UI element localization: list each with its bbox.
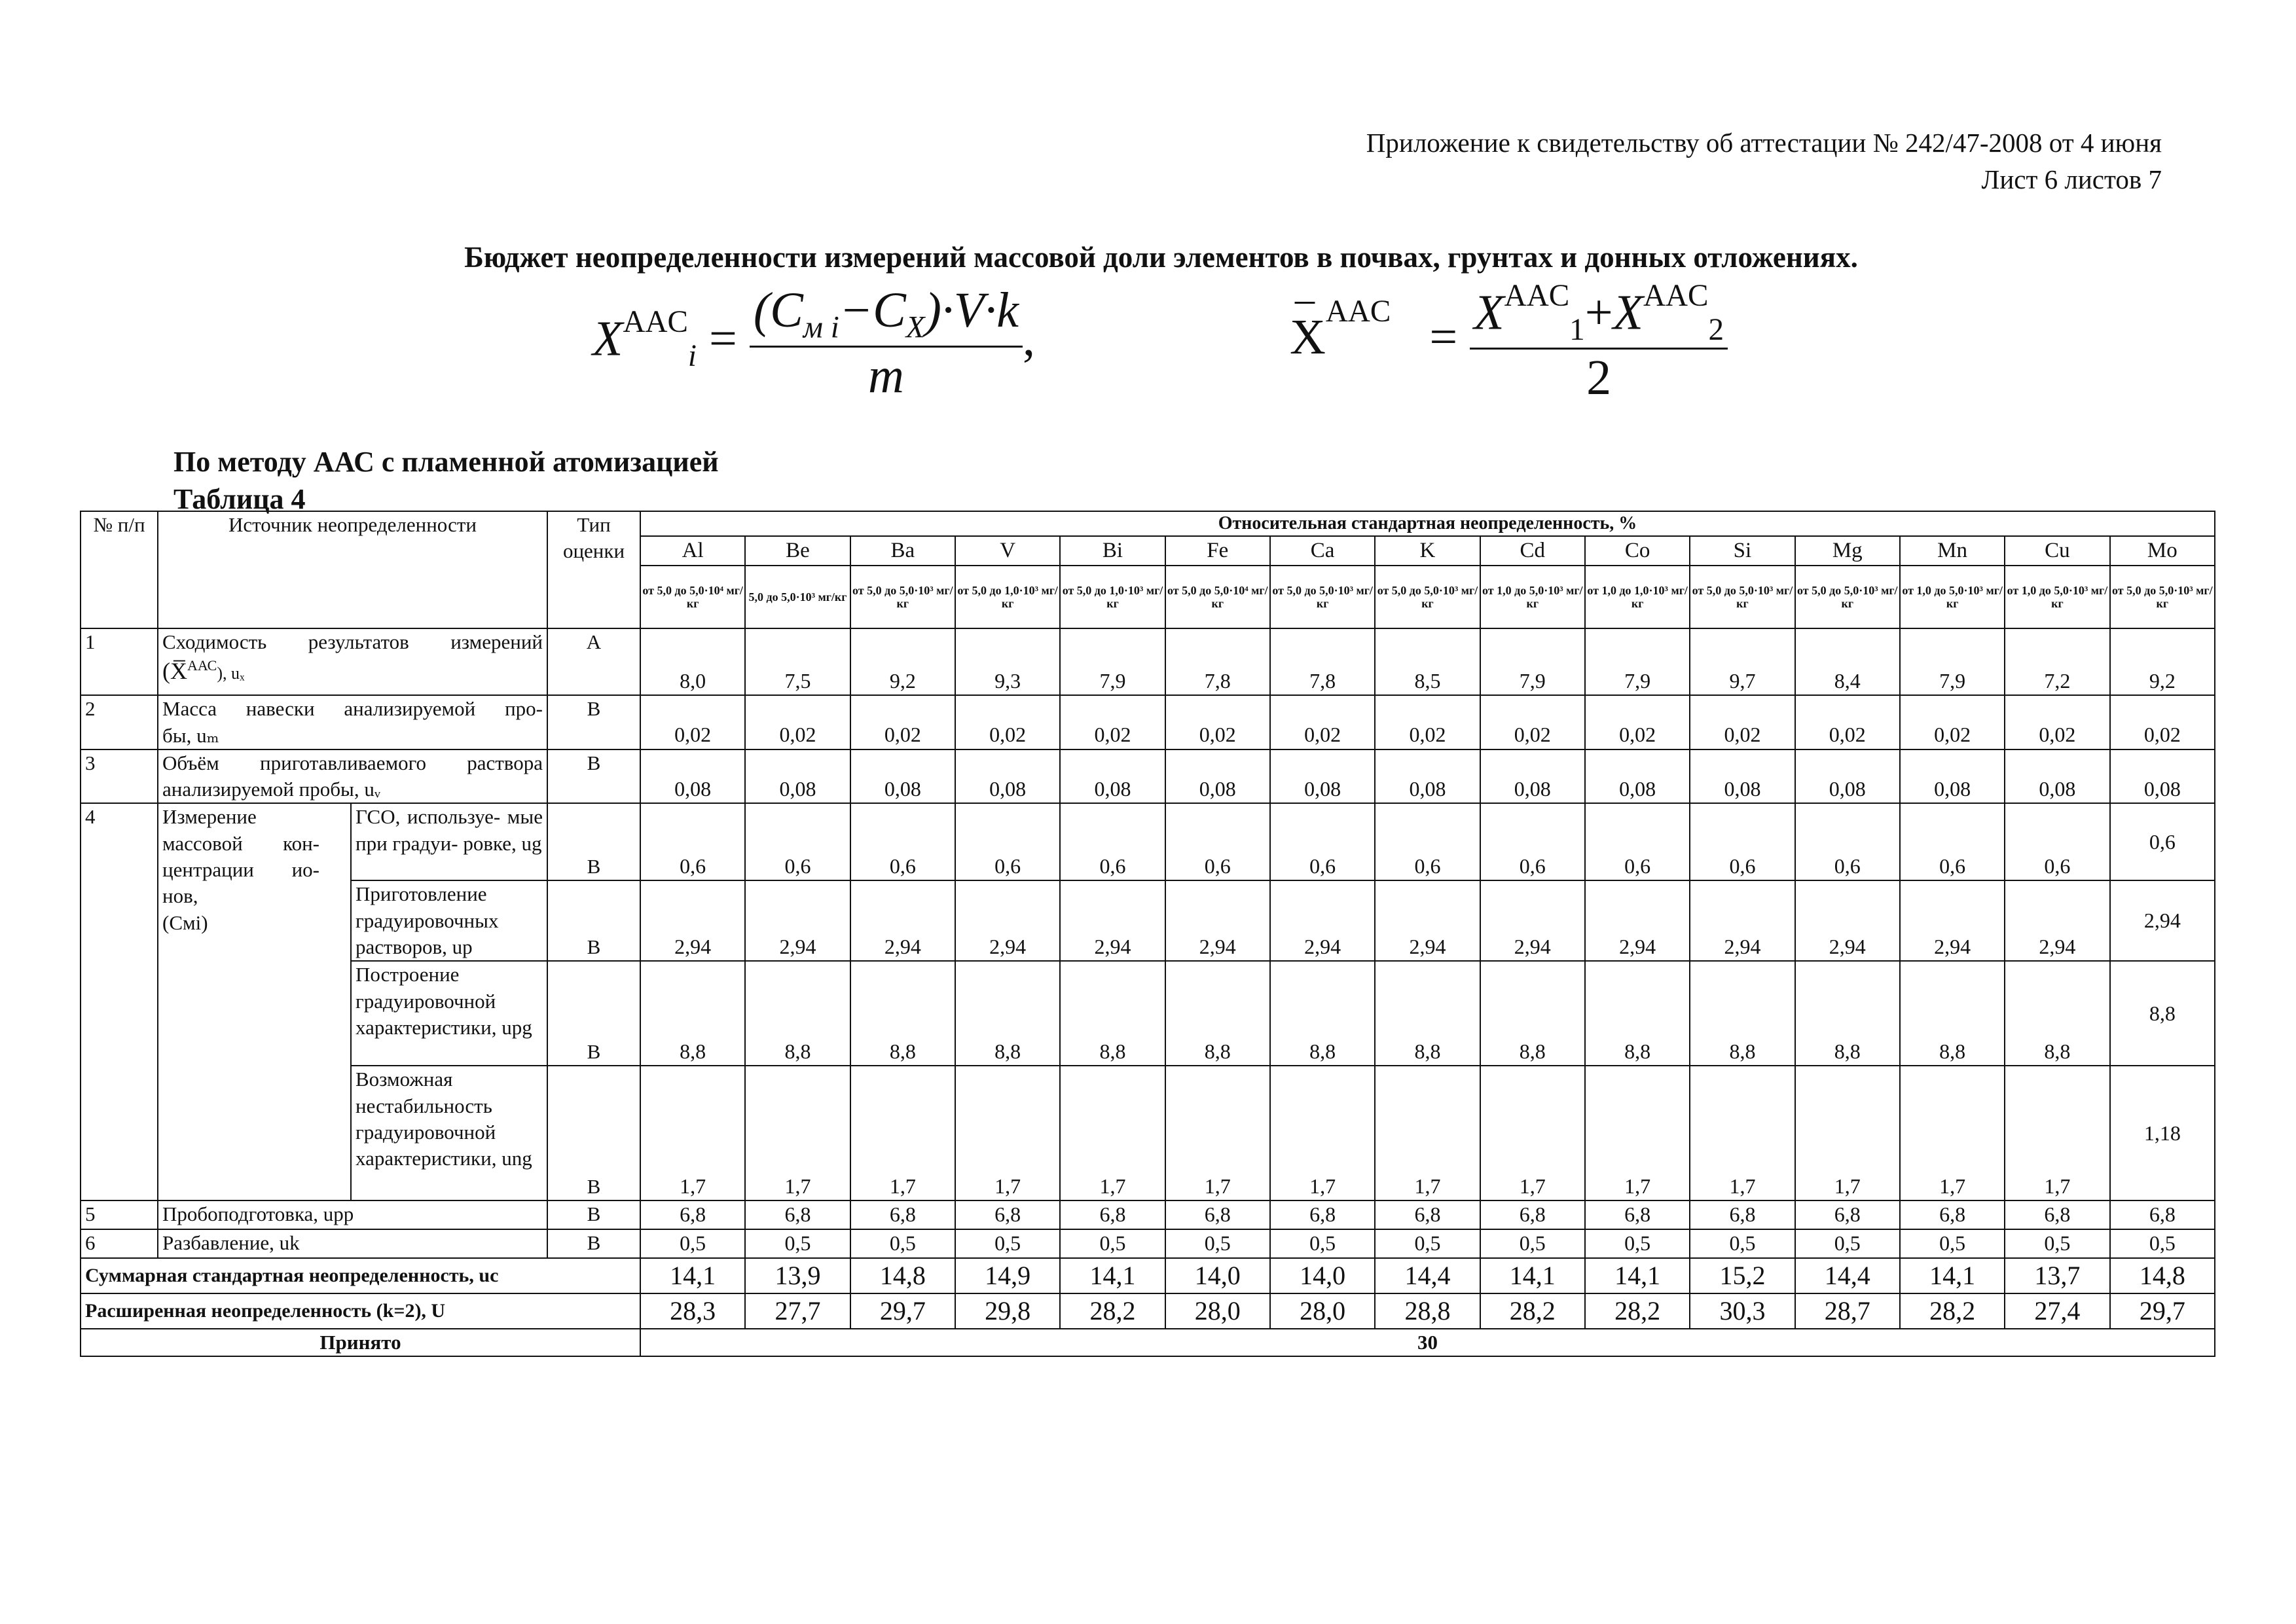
value-cell: 9,7 xyxy=(1690,628,1795,695)
value-cell: 0,5 xyxy=(640,1229,745,1258)
value-cell: 0,02 xyxy=(1585,695,1690,749)
value-cell: 7,8 xyxy=(1165,628,1270,695)
row-accepted xyxy=(81,1329,2215,1356)
value-cell: 8,8 xyxy=(1585,961,1690,1066)
value-cell: 0,02 xyxy=(1795,695,1900,749)
value-cell: 8,8 xyxy=(2110,961,2215,1066)
type-cell: B xyxy=(547,1066,640,1200)
value-cell: 8,8 xyxy=(1900,961,2005,1066)
row-solution-volume xyxy=(81,749,2215,804)
row-sample-prep xyxy=(81,1200,2215,1229)
combined-value-cell: 14,1 xyxy=(1900,1258,2005,1293)
element-header: Cu xyxy=(2005,536,2109,566)
expanded-value-cell: 28,2 xyxy=(1060,1293,1165,1329)
expanded-value-cell: 28,3 xyxy=(640,1293,745,1329)
source-label-symbol: (X̅ xyxy=(162,657,187,684)
value-cell: 7,9 xyxy=(1480,628,1585,695)
value-cell: 1,7 xyxy=(1480,1066,1585,1200)
formula-mean-result: _ $X^{AAC}$ = $\frac{X^{AAC}_1+X^{AAC}_2}{2}$ xyxy=(1290,280,1728,405)
combined-value-cell: 14,8 xyxy=(2110,1258,2215,1293)
value-cell: 0,5 xyxy=(1795,1229,1900,1258)
value-cell: 8,8 xyxy=(1480,961,1585,1066)
row-concentration-sub-1 xyxy=(81,803,2215,880)
value-cell: 0,6 xyxy=(1900,803,2005,880)
range-header: от 5,0 до 5,0·10³ мг/кг xyxy=(850,566,955,628)
combined-value-cell: 14,9 xyxy=(955,1258,1060,1293)
value-cell: 0,5 xyxy=(1900,1229,2005,1258)
value-cell: 0,5 xyxy=(850,1229,955,1258)
value-cell: 0,6 xyxy=(640,803,745,880)
value-cell: 8,4 xyxy=(1795,628,1900,695)
value-cell: 0,08 xyxy=(1480,749,1585,804)
value-cell: 0,6 xyxy=(745,803,850,880)
value-cell: 2,94 xyxy=(2110,880,2215,961)
value-cell: 0,5 xyxy=(1165,1229,1270,1258)
expanded-value-cell: 29,8 xyxy=(955,1293,1060,1329)
row-source-sample-mass xyxy=(158,695,547,749)
row-number: 6 xyxy=(81,1229,158,1258)
value-cell: 0,5 xyxy=(1585,1229,1690,1258)
value-cell: 0,02 xyxy=(2005,695,2109,749)
row-repeatability xyxy=(81,628,2215,695)
range-header: от 1,0 до 5,0·10³ мг/кг xyxy=(1900,566,2005,628)
expanded-value-cell: 28,0 xyxy=(1165,1293,1270,1329)
value-cell: 2,94 xyxy=(1165,880,1270,961)
sheet-number: Лист 6 листов 7 xyxy=(1981,164,2162,194)
value-cell: 0,02 xyxy=(1900,695,2005,749)
value-cell: 0,02 xyxy=(1060,695,1165,749)
range-header: от 5,0 до 5,0·10⁴ мг/кг xyxy=(1165,566,1270,628)
row-combined-uncertainty xyxy=(81,1258,2215,1293)
value-cell: 1,7 xyxy=(1585,1066,1690,1200)
value-cell: 1,7 xyxy=(1165,1066,1270,1200)
combined-value-cell: 14,0 xyxy=(1165,1258,1270,1293)
element-header: Mg xyxy=(1795,536,1900,566)
accepted-label: Принято xyxy=(81,1329,640,1356)
element-header: Be xyxy=(745,536,850,566)
element-header: Fe xyxy=(1165,536,1270,566)
combined-value-cell: 14,1 xyxy=(1060,1258,1165,1293)
value-cell: 6,8 xyxy=(1585,1200,1690,1229)
value-cell: 8,8 xyxy=(1270,961,1375,1066)
combined-value-cell: 15,2 xyxy=(1690,1258,1795,1293)
element-header: Cd xyxy=(1480,536,1585,566)
source-label-sup: ААС xyxy=(187,657,217,674)
value-cell: 0,08 xyxy=(2005,749,2109,804)
element-header: Mo xyxy=(2110,536,2215,566)
value-cell: 8,8 xyxy=(1060,961,1165,1066)
value-cell: 0,5 xyxy=(1375,1229,1480,1258)
sub-source-label: Построение градуировочной характеристики, upg xyxy=(351,961,547,1066)
value-cell: 0,02 xyxy=(1690,695,1795,749)
range-header: от 1,0 до 1,0·10³ мг/кг xyxy=(1585,566,1690,628)
value-cell: 0,5 xyxy=(2110,1229,2215,1258)
source-label-2: бы, uₘ xyxy=(162,723,219,747)
element-header: Mn xyxy=(1900,536,2005,566)
range-header: от 5,0 до 1,0·10³ мг/кг xyxy=(955,566,1060,628)
value-cell: 0,08 xyxy=(1060,749,1165,804)
value-cell: 0,6 xyxy=(1060,803,1165,880)
row-source-concentration xyxy=(158,803,351,1200)
value-cell: 0,6 xyxy=(1270,803,1375,880)
value-cell: 0,08 xyxy=(1270,749,1375,804)
expanded-value-cell: 28,0 xyxy=(1270,1293,1375,1329)
row-source-sample-prep: Пробоподготовка, upp xyxy=(158,1200,547,1229)
range-header: от 1,0 до 5,0·10³ мг/кг xyxy=(2005,566,2109,628)
combined-value-cell: 14,1 xyxy=(1585,1258,1690,1293)
value-cell: 8,8 xyxy=(1165,961,1270,1066)
value-cell: 0,08 xyxy=(2110,749,2215,804)
table-title: Таблица 4 xyxy=(173,483,306,515)
value-cell: 0,08 xyxy=(640,749,745,804)
value-cell: 8,8 xyxy=(2005,961,2109,1066)
value-cell: 8,5 xyxy=(1375,628,1480,695)
value-cell: 7,5 xyxy=(745,628,850,695)
expanded-value-cell: 28,2 xyxy=(1900,1293,2005,1329)
type-cell: B xyxy=(547,695,640,749)
value-cell: 1,7 xyxy=(1795,1066,1900,1200)
value-cell: 8,8 xyxy=(850,961,955,1066)
value-cell: 7,9 xyxy=(1060,628,1165,695)
value-cell: 0,6 xyxy=(955,803,1060,880)
value-cell: 0,08 xyxy=(1900,749,2005,804)
value-cell: 2,94 xyxy=(1060,880,1165,961)
element-header: Co xyxy=(1585,536,1690,566)
source-label: Масса навески анализируемой про- xyxy=(162,697,543,721)
source-label-2: анализируемой пробы, uᵥ xyxy=(162,778,380,801)
sub-source-label: ГСО, используе- мые при градуи- ровке, ug xyxy=(351,803,547,880)
value-cell: 7,2 xyxy=(2005,628,2109,695)
value-cell: 2,94 xyxy=(745,880,850,961)
col-header-number: № п/п xyxy=(81,511,158,628)
value-cell: 7,9 xyxy=(1585,628,1690,695)
value-cell: 1,7 xyxy=(640,1066,745,1200)
value-cell: 6,8 xyxy=(1375,1200,1480,1229)
value-cell: 0,6 xyxy=(850,803,955,880)
row-number: 4 xyxy=(81,803,158,1200)
range-header: от 5,0 до 5,0·10³ мг/кг xyxy=(1270,566,1375,628)
type-cell: B xyxy=(547,749,640,804)
attachment-header: Приложение к свидетельству об аттестации № 242/47-2008 от 4 июня xyxy=(1366,128,2162,158)
row-source-repeatability xyxy=(158,628,547,695)
value-cell: 8,8 xyxy=(955,961,1060,1066)
row-source-dilution: Разбавление, uk xyxy=(158,1229,547,1258)
element-header: Si xyxy=(1690,536,1795,566)
value-cell: 0,6 xyxy=(1375,803,1480,880)
value-cell: 0,02 xyxy=(850,695,955,749)
expanded-value-cell: 28,2 xyxy=(1585,1293,1690,1329)
value-cell: 6,8 xyxy=(1690,1200,1795,1229)
value-cell: 0,02 xyxy=(1375,695,1480,749)
value-cell: 0,08 xyxy=(850,749,955,804)
value-cell: 0,5 xyxy=(745,1229,850,1258)
value-cell: 6,8 xyxy=(1480,1200,1585,1229)
value-cell: 0,6 xyxy=(1795,803,1900,880)
combined-value-cell: 14,1 xyxy=(1480,1258,1585,1293)
value-cell: 1,7 xyxy=(955,1066,1060,1200)
value-cell: 1,7 xyxy=(850,1066,955,1200)
combined-value-cell: 14,1 xyxy=(640,1258,745,1293)
value-cell: 6,8 xyxy=(2005,1200,2109,1229)
row-sample-mass xyxy=(81,695,2215,749)
type-cell: B xyxy=(547,1200,640,1229)
value-cell: 2,94 xyxy=(1795,880,1900,961)
value-cell: 0,02 xyxy=(745,695,850,749)
value-cell: 6,8 xyxy=(955,1200,1060,1229)
value-cell: 0,6 xyxy=(1690,803,1795,880)
expanded-value-cell: 28,2 xyxy=(1480,1293,1585,1329)
element-header: Al xyxy=(640,536,745,566)
element-header: V xyxy=(955,536,1060,566)
accepted-value: 30 xyxy=(640,1329,2215,1356)
value-cell: 2,94 xyxy=(955,880,1060,961)
row-number: 3 xyxy=(81,749,158,804)
value-cell: 9,2 xyxy=(850,628,955,695)
value-cell: 0,5 xyxy=(1480,1229,1585,1258)
combined-value-cell: 14,0 xyxy=(1270,1258,1375,1293)
value-cell: 1,7 xyxy=(1060,1066,1165,1200)
range-header: от 5,0 до 5,0·10³ мг/кг xyxy=(1375,566,1480,628)
value-cell: 0,02 xyxy=(1270,695,1375,749)
value-cell: 2,94 xyxy=(1480,880,1585,961)
expanded-value-cell: 29,7 xyxy=(850,1293,955,1329)
range-header: от 5,0 до 5,0·10⁴ мг/кг xyxy=(640,566,745,628)
value-cell: 2,94 xyxy=(1375,880,1480,961)
value-cell: 0,6 xyxy=(2110,803,2215,880)
uncertainty-budget-table xyxy=(80,511,2215,1357)
value-cell: 6,8 xyxy=(2110,1200,2215,1229)
value-cell: 2,94 xyxy=(850,880,955,961)
value-cell: 0,08 xyxy=(745,749,850,804)
value-cell: 7,9 xyxy=(1900,628,2005,695)
document-title: Бюджет неопределенности измерений массовой доли элементов в почвах, грунтах и донных отложениях. xyxy=(464,241,1858,274)
expanded-value-cell: 28,7 xyxy=(1795,1293,1900,1329)
value-cell: 6,8 xyxy=(850,1200,955,1229)
value-cell: 1,7 xyxy=(1270,1066,1375,1200)
col-header-type: Тип оценки xyxy=(547,511,640,628)
value-cell: 0,02 xyxy=(640,695,745,749)
combined-value-cell: 13,7 xyxy=(2005,1258,2109,1293)
range-header: 5,0 до 5,0·10³ мг/кг xyxy=(745,566,850,628)
range-header: от 1,0 до 5,0·10³ мг/кг xyxy=(1480,566,1585,628)
value-cell: 0,6 xyxy=(1480,803,1585,880)
range-header: от 5,0 до 1,0·10³ мг/кг xyxy=(1060,566,1165,628)
value-cell: 9,2 xyxy=(2110,628,2215,695)
combined-value-cell: 14,4 xyxy=(1375,1258,1480,1293)
element-header: Ca xyxy=(1270,536,1375,566)
value-cell: 0,08 xyxy=(1165,749,1270,804)
sub-source-label: Приготовление градуировочных растворов, up xyxy=(351,880,547,961)
value-cell: 0,08 xyxy=(1690,749,1795,804)
value-cell: 8,8 xyxy=(1795,961,1900,1066)
combined-value-cell: 14,8 xyxy=(850,1258,955,1293)
value-cell: 1,7 xyxy=(745,1066,850,1200)
value-cell: 0,08 xyxy=(1795,749,1900,804)
row-expanded-uncertainty xyxy=(81,1293,2215,1329)
formula-individual-result: $X^{AAC}_i$ = $\frac{(C_{м i}-C_X)\cdot V\cdot k}{m}$ , xyxy=(592,283,1036,403)
value-cell: 0,02 xyxy=(955,695,1060,749)
type-cell: B xyxy=(547,1229,640,1258)
value-cell: 0,6 xyxy=(1165,803,1270,880)
range-header: от 5,0 до 5,0·10³ мг/кг xyxy=(1795,566,1900,628)
type-cell: B xyxy=(547,880,640,961)
value-cell: 8,8 xyxy=(745,961,850,1066)
value-cell: 8,0 xyxy=(640,628,745,695)
value-cell: 2,94 xyxy=(1270,880,1375,961)
range-header: от 5,0 до 5,0·10³ мг/кг xyxy=(1690,566,1795,628)
value-cell: 6,8 xyxy=(1165,1200,1270,1229)
value-cell: 0,5 xyxy=(1690,1229,1795,1258)
value-cell: 0,5 xyxy=(1270,1229,1375,1258)
value-cell: 0,02 xyxy=(2110,695,2215,749)
combined-value-cell: 13,9 xyxy=(745,1258,850,1293)
value-cell: 8,8 xyxy=(1375,961,1480,1066)
row-number: 2 xyxy=(81,695,158,749)
source-label: Сходимость результатов измерений xyxy=(162,630,543,654)
row-number: 5 xyxy=(81,1200,158,1229)
value-cell: 2,94 xyxy=(1900,880,2005,961)
value-cell: 0,08 xyxy=(1375,749,1480,804)
col-header-group: Относительная стандартная неопределенность, % xyxy=(640,511,2215,536)
value-cell: 6,8 xyxy=(640,1200,745,1229)
type-cell: A xyxy=(547,628,640,695)
value-cell: 6,8 xyxy=(1795,1200,1900,1229)
row-concentration-sub-3 xyxy=(81,961,2215,1066)
row-dilution xyxy=(81,1229,2215,1258)
row-number: 1 xyxy=(81,628,158,695)
expanded-value-cell: 30,3 xyxy=(1690,1293,1795,1329)
value-cell: 0,08 xyxy=(955,749,1060,804)
row-source-solution-volume xyxy=(158,749,547,804)
value-cell: 1,18 xyxy=(2110,1066,2215,1200)
col-header-source: Источник неопределенности xyxy=(158,511,547,628)
value-cell: 9,3 xyxy=(955,628,1060,695)
value-cell: 2,94 xyxy=(1585,880,1690,961)
value-cell: 1,7 xyxy=(1690,1066,1795,1200)
combined-uncertainty-label: Суммарная стандартная неопределенность, uс xyxy=(81,1258,640,1293)
expanded-value-cell: 28,8 xyxy=(1375,1293,1480,1329)
value-cell: 0,08 xyxy=(1585,749,1690,804)
expanded-value-cell: 29,7 xyxy=(2110,1293,2215,1329)
element-header: Ba xyxy=(850,536,955,566)
value-cell: 1,7 xyxy=(1900,1066,2005,1200)
method-title: По методу ААС с пламенной атомизацией xyxy=(173,446,719,478)
type-cell: B xyxy=(547,803,640,880)
value-cell: 0,02 xyxy=(1165,695,1270,749)
value-cell: 1,7 xyxy=(2005,1066,2109,1200)
value-cell: 2,94 xyxy=(2005,880,2109,961)
sub-source-label: Возможная нестабильность градуировочной характеристики, ung xyxy=(351,1066,547,1200)
range-header: от 5,0 до 5,0·10³ мг/кг xyxy=(2110,566,2215,628)
expanded-uncertainty-label: Расширенная неопределенность (k=2), U xyxy=(81,1293,640,1329)
row-concentration-sub-4 xyxy=(81,1066,2215,1200)
group-label: Измерение массовой кон- центрации ио- нов, xyxy=(162,805,319,908)
header-row xyxy=(81,511,2215,536)
value-cell: 0,02 xyxy=(1480,695,1585,749)
expanded-value-cell: 27,7 xyxy=(745,1293,850,1329)
value-cell: 0,5 xyxy=(2005,1229,2109,1258)
value-cell: 6,8 xyxy=(1900,1200,2005,1229)
value-cell: 0,6 xyxy=(2005,803,2109,880)
expanded-value-cell: 27,4 xyxy=(2005,1293,2109,1329)
combined-value-cell: 14,4 xyxy=(1795,1258,1900,1293)
value-cell: 0,5 xyxy=(1060,1229,1165,1258)
value-cell: 7,8 xyxy=(1270,628,1375,695)
value-cell: 6,8 xyxy=(745,1200,850,1229)
source-label: Объём приготавливаемого раствора xyxy=(162,751,543,774)
value-cell: 1,7 xyxy=(1375,1066,1480,1200)
value-cell: 6,8 xyxy=(1270,1200,1375,1229)
row-concentration-sub-2 xyxy=(81,880,2215,961)
group-label-2: (Cмi) xyxy=(162,911,208,934)
source-label-end: ), uₓ xyxy=(217,663,245,683)
element-header: Bi xyxy=(1060,536,1165,566)
value-cell: 8,8 xyxy=(640,961,745,1066)
element-header: K xyxy=(1375,536,1480,566)
value-cell: 2,94 xyxy=(640,880,745,961)
value-cell: 0,5 xyxy=(955,1229,1060,1258)
value-cell: 2,94 xyxy=(1690,880,1795,961)
value-cell: 6,8 xyxy=(1060,1200,1165,1229)
value-cell: 0,6 xyxy=(1585,803,1690,880)
type-cell: B xyxy=(547,961,640,1066)
value-cell: 8,8 xyxy=(1690,961,1795,1066)
